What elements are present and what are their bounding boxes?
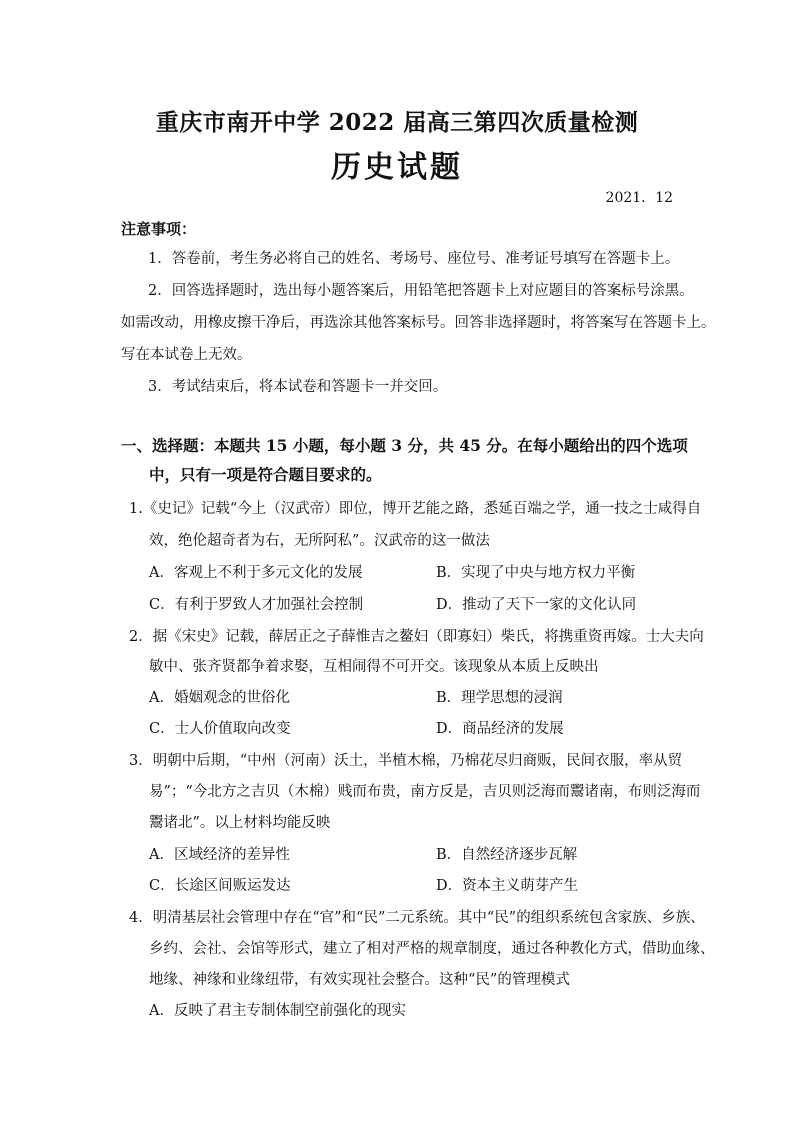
notice-line: 3．考试结束后，将本试卷和答题卡一并交回。 bbox=[148, 379, 448, 395]
section-heading-cont: 中，只有一项是符合题目要求的。 bbox=[149, 465, 382, 484]
question-4-text: 4．明清基层社会管理中存在“官”和“民”二元系统。其中“民”的组织系统包含家族、乡族、 bbox=[129, 910, 705, 926]
question-1-option-c: C．有利于罗致人才加强社会控制 bbox=[149, 597, 364, 613]
question-3-option-c: C．长途区间贩运发达 bbox=[149, 878, 291, 894]
question-2-option-a: A．婚姻观念的世俗化 bbox=[149, 690, 290, 706]
notice-heading: 注意事项： bbox=[121, 220, 197, 238]
section-heading: 一、选择题：本题共 15 小题，每小题 3 分，共 45 分。在每小题给出的四个选项 bbox=[121, 436, 688, 455]
question-2-text: 敏中、张齐贤都争着求娶，互相闹得不可开交。该现象从本质上反映出 bbox=[149, 659, 599, 675]
question-2-option-b: B．理学思想的浸润 bbox=[436, 690, 563, 706]
question-1-text: 效，绝伦超奇者为右，无所阿私”。汉武帝的这一做法 bbox=[149, 533, 490, 549]
notice-line: 1．答卷前，考生务必将自己的姓名、考场号、座位号、准考证号填写在答题卡上。 bbox=[148, 251, 680, 267]
question-4-text: 乡约、会社、会馆等形式，建立了相对严格的规章制度，通过各种教化方式，借助血缘、 bbox=[149, 941, 715, 957]
question-3-option-d: D．资本主义萌芽产生 bbox=[436, 878, 579, 894]
exam-date: 2021．12 bbox=[605, 190, 673, 206]
question-1-option-a: A．客观上不利于多元文化的发展 bbox=[149, 565, 363, 581]
question-2-option-d: D．商品经济的发展 bbox=[436, 721, 564, 737]
question-1-option-b: B．实现了中央与地方权力平衡 bbox=[436, 565, 636, 581]
question-1-text: 1.《史记》记载“今上（汉武帝）即位，博开艺能之路，悉延百端之学，通一技之士咸得自 bbox=[129, 501, 702, 517]
exam-title: 重庆市南开中学 2022 届高三第四次质量检测 bbox=[155, 109, 639, 136]
question-3-text: 易”；“今北方之吉贝（木棉）贱而布贵，南方反是，吉贝则泛海而鬻诸南，布则泛海而 bbox=[149, 784, 701, 800]
question-3-option-a: A．区域经济的差异性 bbox=[149, 847, 290, 863]
notice-line: 如需改动，用橡皮擦干净后，再选涂其他答案标号。回答非选择题时，将答案写在答题卡上。 bbox=[121, 315, 716, 331]
exam-subject-title: 历史试题 bbox=[331, 150, 463, 185]
question-2-option-c: C．士人价值取向改变 bbox=[149, 721, 291, 737]
question-1-option-d: D．推动了天下一家的文化认同 bbox=[436, 597, 637, 613]
notice-line: 写在本试卷上无效。 bbox=[121, 347, 252, 363]
question-4-text: 地缘、神缘和业缘纽带，有效实现社会整合。这种“民”的管理模式 bbox=[149, 972, 570, 988]
question-3-option-b: B．自然经济逐步瓦解 bbox=[436, 847, 578, 863]
question-3-text: 鬻诸北”。以上材料均能反映 bbox=[149, 815, 331, 831]
notice-line: 2．回答选择题时，选出每小题答案后，用铅笔把答题卡上对应题目的答案标号涂黑。 bbox=[148, 283, 694, 299]
question-2-text: 2．据《宋史》记载，薛居正之子薛惟吉之鳌妇（即寡妇）柴氏，将携重资再嫁。士大夫向 bbox=[129, 629, 704, 645]
question-4-option-a: A．反映了君主专制体制空前强化的现实 bbox=[149, 1003, 406, 1019]
question-3-text: 3．明朝中后期，“中州（河南）沃土，半植木棉，乃棉花尽归商贩，民间衣服，率从贸 bbox=[129, 753, 683, 769]
